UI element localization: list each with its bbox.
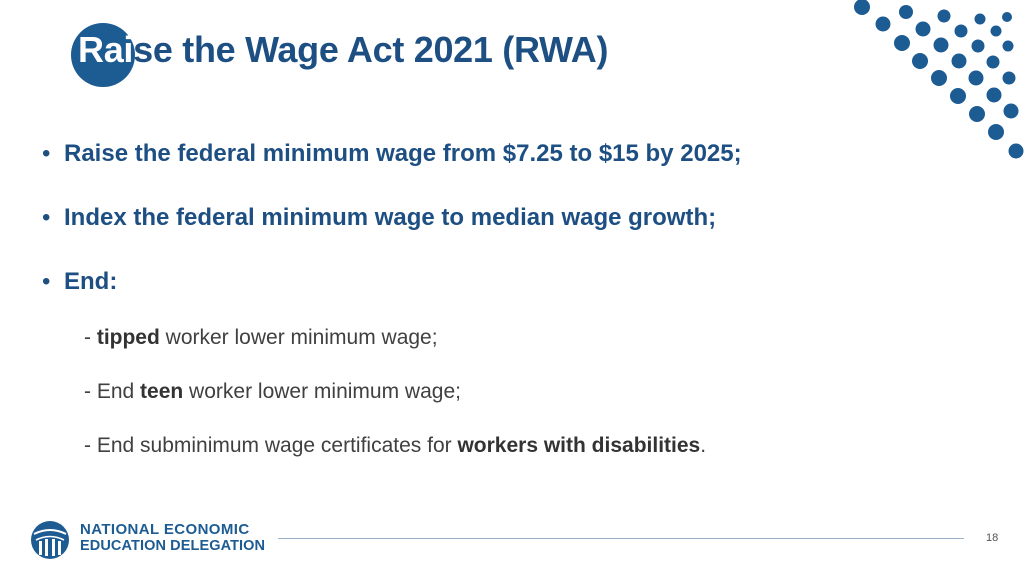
bullet-item: • End: bbox=[42, 266, 742, 298]
sub-bullet-prefix: - End subminimum wage certificates for bbox=[84, 434, 458, 457]
sub-bullet-emphasis: workers with disabilities bbox=[457, 434, 701, 457]
sub-bullet-emphasis: tipped bbox=[96, 326, 160, 349]
sub-bullet-prefix: - End bbox=[84, 380, 141, 403]
globe-pillars-icon bbox=[28, 518, 72, 562]
page-number: 18 bbox=[986, 532, 999, 544]
slide-title-part2: se the Wage Act 2021 (RWA) bbox=[133, 29, 609, 70]
org-name-line1: NATIONAL ECONOMIC bbox=[80, 521, 250, 538]
bullet-list bbox=[42, 138, 742, 298]
sub-bullet-suffix: worker lower minimum wage; bbox=[159, 326, 438, 349]
organization-name bbox=[80, 522, 265, 554]
sub-bullet-list bbox=[84, 325, 706, 459]
footer-divider bbox=[278, 538, 964, 539]
bullet-item: • Raise the federal minimum wage from $7.25 to $15 by 2025; bbox=[42, 138, 742, 170]
sub-bullet-emphasis: teen bbox=[140, 380, 184, 403]
bullet-item: • Index the federal minimum wage to median wage growth; bbox=[42, 202, 742, 234]
sub-bullet-item bbox=[84, 379, 706, 405]
sub-bullet-prefix: - bbox=[84, 326, 97, 349]
sub-bullet-item bbox=[84, 325, 706, 351]
sub-bullet-suffix: . bbox=[700, 434, 707, 457]
org-name-line2: EDUCATION DELEGATION bbox=[80, 538, 266, 554]
sub-bullet-item bbox=[84, 433, 706, 459]
sub-bullet-suffix: worker lower minimum wage; bbox=[183, 380, 461, 403]
slide-title-part1: Rai bbox=[78, 29, 134, 70]
